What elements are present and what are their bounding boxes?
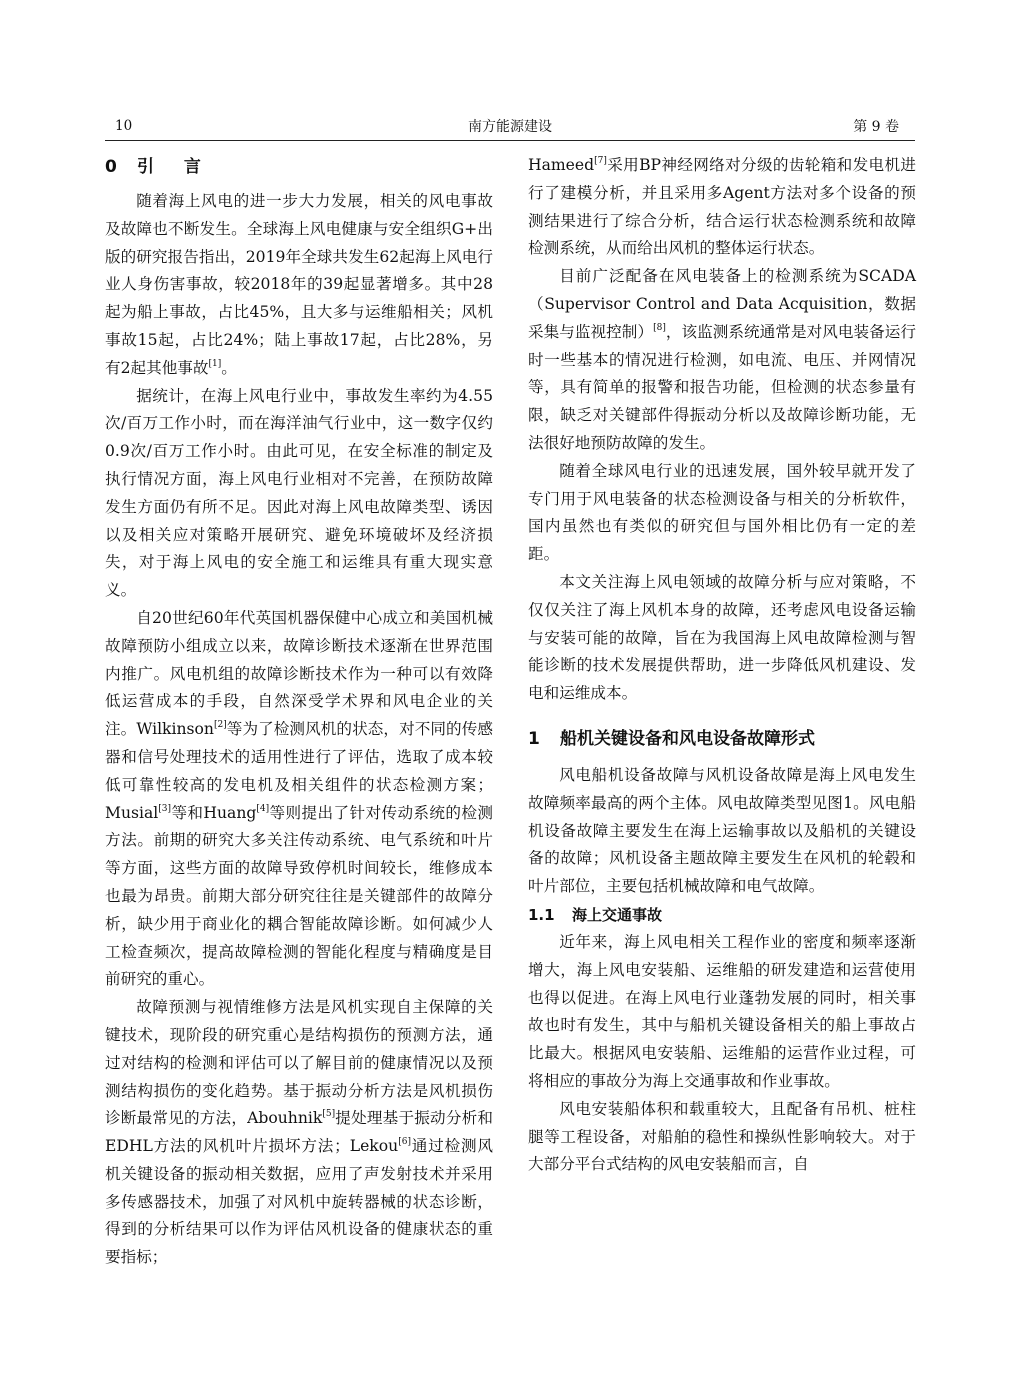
paragraph-text: 自20世纪60年代英国机器保健中心成立和美国机械故障预防小组成立以来，故障诊断技术逐渐在世界范围内推广。风电机组的故障诊断技术作为一种可以有效降低运营成本的手段，自然深受学术界和风电企业的关注。Wilkinson (105, 608, 493, 739)
left-column (105, 152, 493, 1272)
paragraph-text: 目前广泛配备在风电装备上的检测系统为SCADA（Supervisor Control and Data Acquisition，数据采集与监视控制） (528, 267, 916, 341)
paragraph (528, 929, 916, 1096)
subsection-heading-marine-traffic (528, 901, 916, 929)
paragraph (528, 263, 916, 458)
citation-ref: [2] (213, 720, 227, 731)
running-header (105, 116, 915, 141)
paragraph (528, 152, 916, 263)
citation-ref: [4] (256, 803, 270, 814)
citation-ref: [7] (594, 156, 607, 166)
paragraph-text: ，该监测系统通常是对风电装备运行时一些基本的情况进行检测，如电流、电压、并网情况等，具有简单的报警和报告功能，但检测的状态参量有限，缺乏对关键部件得振动分析以及故障诊断功能，无法很好地预防故障的发生。 (528, 322, 916, 452)
section-heading-failure-modes (528, 722, 916, 762)
paragraph (105, 605, 493, 994)
page-number: 10 (115, 118, 133, 134)
paragraph-text: 随着海上风电的进一步大力发展，相关的风电事故及故障也不断发生。全球海上风电健康与安全组织G+出版的研究报告指出，2019年全球共发生62起海上风电行业人身伤害事故，较2018年的39起显著增多。其中28起为船上事故，占比45%，且大多与运维船相关；风机事故15起，占比24%；陆上事故17起，占比28%，另有2起其他事故 (105, 192, 493, 377)
subsection-title: 海上交通事故 (572, 905, 663, 924)
citation-ref: [5] (322, 1109, 336, 1120)
paragraph-text: 提处理基于振动分析和EDHL方法的风机叶片损坏方法；Lekou (105, 1109, 493, 1156)
paragraph (105, 994, 493, 1272)
paragraph-text: 等则提出了针对传动系统的检测方法。前期的研究大多关注传动系统、电气系统和叶片等方面，这些方面的故障导致停机时间较长，维修成本也最为昂贵。前期大部分研究往往是关键部件的故障分析，缺少用于商业化的耦合智能故障诊断。如何减少人工检查频次，提高故障检测的智能化程度与精确度是目前研究的重心。 (105, 803, 493, 989)
section-title: 引 言 (137, 157, 213, 177)
citation-ref: [3] (158, 803, 172, 814)
paragraph (528, 569, 916, 708)
paragraph-text: 随着全球风电行业的迅速发展，国外较早就开发了专门用于风电装备的状态检测设备与相关的分析软件，国内虽然也有类似的研究但与国外相比仍有一定的差距。 (528, 461, 916, 564)
section-title: 船机关键设备和风电设备故障形式 (560, 728, 815, 749)
paragraph-text: 故障预测与视情维修方法是风机实现自主保障的关键技术，现阶段的研究重心是结构损伤的预测方法，通过对结构的检测和评估可以了解目前的健康情况以及预测结构损伤的变化趋势。基于振动分析方法是风机损伤诊断最常见的方法，Abouhnik (105, 998, 493, 1128)
paragraph-text: 等为了检测风机的状态，对不同的传感器和信号处理技术的适用性进行了评估，选取了成本较低可靠性较高的发电机及相关组件的状态检测方案；Musial (105, 720, 493, 822)
section-heading-introduction (105, 152, 493, 188)
citation-ref: [6] (398, 1137, 411, 1148)
paragraph-text: 通过检测风机关键设备的振动相关数据，应用了声发射技术并采用多传感器技术，加强了对风机中旋转器械的状态诊断，得到的分析结果可以作为评估风机设备的健康状态的重要指标； (105, 1137, 493, 1267)
volume-label: 第 9 卷 (853, 119, 899, 135)
paragraph-text: 风电船机设备故障与风机设备故障是海上风电发生故障频率最高的两个主体。风电故障类型见图1。风电船机设备故障主要发生在海上运输事故以及船机的关键设备的故障；风机设备主题故障主要发生在风机的轮毂和叶片部位，主要包括机械故障和电气故障。 (528, 765, 916, 896)
paragraph (528, 1096, 916, 1179)
section-number: 1 (528, 728, 540, 749)
paragraph-text: 等和Huang (171, 803, 257, 822)
right-column (528, 152, 916, 1272)
journal-title: 南方能源建设 (468, 119, 552, 135)
paragraph-text: 本文关注海上风电领域的故障分析与应对策略，不仅仅关注了海上风机本身的故障，还考虑风电设备运输与安装可能的故障，旨在为我国海上风电故障检测与智能诊断的技术发展提供帮助，进一步降低风机建设、发电和运维成本。 (528, 572, 916, 703)
paragraph-text: Hameed (528, 156, 595, 174)
paragraph (105, 383, 493, 605)
paragraph-text: 风电安装船体积和载重较大，且配备有吊机、桩柱腿等工程设备，对船舶的稳性和操纵性影响较大。对于大部分平台式结构的风电安装船而言，自 (528, 1099, 916, 1174)
section-number: 0 (105, 157, 117, 177)
subsection-number: 1.1 (528, 905, 555, 924)
paragraph-text: 。 (221, 358, 237, 377)
paragraph-text: 采用BP神经网络对分级的齿轮箱和发电机进行了建模分析，并且采用多Agent方法对多个设备的预测结果进行了综合分析，结合运行状态检测系统和故障检测系统，从而给出风机的整体运行状态。 (528, 156, 916, 258)
paragraph (528, 458, 916, 569)
paragraph-text: 据统计，在海上风电行业中，事故发生率约为4.55次/百万工作小时，而在海洋油气行业中，这一数字仅约0.9次/百万工作小时。由此可见，在安全标准的制定及执行情况方面，海上风电行业相对不完善，在预防故障发生方面仍有所不足。因此对海上风电故障类型、诱因以及相关应对策略开展研究、避免环境破坏及经济损失，对于海上风电的安全施工和运维具有重大现实意义。 (105, 386, 493, 600)
citation-ref: [8] (653, 322, 666, 333)
citation-ref: [1] (208, 358, 222, 369)
paragraph (105, 188, 493, 383)
paragraph-text: 近年来，海上风电相关工程作业的密度和频率逐渐增大，海上风电安装船、运维船的研发建造和运营使用也得以促进。在海上风电行业蓬勃发展的同时，相关事故也时有发生，其中与船机关键设备相关的船上事故占比最大。根据风电安装船、运维船的运营作业过程，可将相应的事故分为海上交通事故和作业事故。 (528, 932, 916, 1090)
paragraph (528, 762, 916, 901)
